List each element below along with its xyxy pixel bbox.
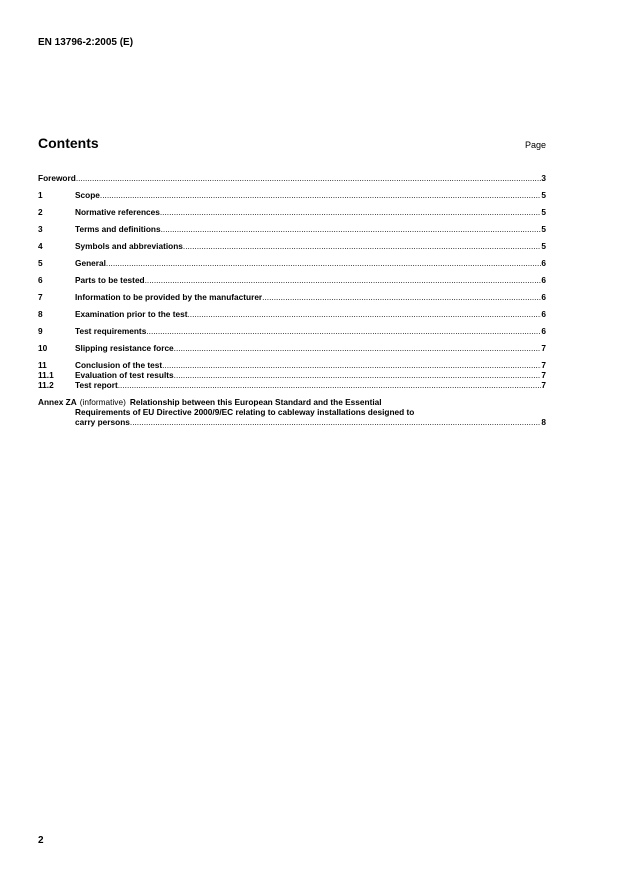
toc-entry-scope[interactable] xyxy=(38,190,546,200)
toc-entry-number: 4 xyxy=(38,241,43,251)
toc-entry-title: Foreword xyxy=(38,173,76,183)
dot-leader xyxy=(145,275,542,285)
toc-entry-page: 7 xyxy=(541,360,546,370)
annex-label: Annex ZA xyxy=(38,397,77,407)
toc-entry-title: Scope xyxy=(75,190,100,200)
toc-entry-number: 8 xyxy=(38,309,43,319)
toc-entry-number: 11.1 xyxy=(38,370,54,380)
dot-leader xyxy=(161,224,542,234)
toc-entry-page: 8 xyxy=(541,417,546,427)
toc-entry-page: 6 xyxy=(541,309,546,319)
toc-entry-general[interactable] xyxy=(38,258,546,268)
toc-entry-number: 1 xyxy=(38,190,43,200)
toc-entry-number: 9 xyxy=(38,326,43,336)
toc-entry-parts-to-be-tested[interactable] xyxy=(38,275,546,285)
toc-entry-page: 5 xyxy=(541,241,546,251)
contents-heading: Contents xyxy=(38,135,99,151)
toc-entry-page: 5 xyxy=(541,224,546,234)
dot-leader xyxy=(187,309,541,319)
dot-leader xyxy=(106,258,541,268)
toc-entry-title: Symbols and abbreviations xyxy=(75,241,183,251)
toc-entry-information-by-manufacturer[interactable] xyxy=(38,292,546,302)
toc-entry-foreword[interactable] xyxy=(38,173,546,183)
annex-title-line-3: carry persons xyxy=(75,417,130,427)
toc-entry-title: Examination prior to the test xyxy=(75,309,188,319)
annex-title-line-2: Requirements of EU Directive 2000/9/EC relating to cableway installations designed to xyxy=(75,407,415,417)
annex-title-line-1: Relationship between this European Standard and the Essential xyxy=(129,397,382,407)
toc-entry-examination-prior-to-test[interactable] xyxy=(38,309,546,319)
toc-entry-number: 11 xyxy=(38,360,47,370)
toc-entry-title: Test requirements xyxy=(75,326,147,336)
table-of-contents xyxy=(38,173,546,427)
toc-entry-conclusion-of-test[interactable] xyxy=(38,360,546,370)
toc-entry-title: Normative references xyxy=(75,207,160,217)
dot-leader xyxy=(262,292,541,302)
toc-entry-number: 5 xyxy=(38,258,43,268)
toc-entry-page: 5 xyxy=(541,190,546,200)
dot-leader xyxy=(100,190,541,200)
toc-entry-page: 7 xyxy=(541,380,546,390)
toc-entry-page: 3 xyxy=(541,173,546,183)
toc-entry-title: Conclusion of the test xyxy=(75,360,163,370)
toc-entry-title: Parts to be tested xyxy=(75,275,145,285)
dot-leader xyxy=(76,173,542,183)
toc-entry-number: 7 xyxy=(38,292,43,302)
dot-leader xyxy=(118,380,542,390)
toc-entry-page: 6 xyxy=(541,326,546,336)
toc-entry-title: Evaluation of test results xyxy=(75,370,174,380)
toc-entry-title: Information to be provided by the manufacturer xyxy=(75,292,263,302)
toc-entry-page: 6 xyxy=(541,258,546,268)
toc-entry-test-requirements[interactable] xyxy=(38,326,546,336)
dot-leader xyxy=(130,417,541,427)
toc-entry-page: 7 xyxy=(541,370,546,380)
toc-entry-page: 5 xyxy=(541,207,546,217)
toc-entry-terms-and-definitions[interactable] xyxy=(38,224,546,234)
toc-entry-symbols-and-abbreviations[interactable] xyxy=(38,241,546,251)
page-column-label: Page xyxy=(524,140,546,150)
toc-entry-test-report[interactable] xyxy=(38,380,546,390)
dot-leader xyxy=(174,343,542,353)
toc-entry-annex-za[interactable] xyxy=(38,397,546,427)
annex-informative-tag: (informative) xyxy=(79,397,126,407)
toc-entry-title: Test report xyxy=(75,380,118,390)
toc-entry-page: 7 xyxy=(541,343,546,353)
toc-entry-number: 11.2 xyxy=(38,380,54,390)
toc-entry-page: 6 xyxy=(541,292,546,302)
toc-entry-number: 10 xyxy=(38,343,48,353)
dot-leader xyxy=(174,370,542,380)
dot-leader xyxy=(146,326,541,336)
toc-entry-evaluation-of-test-results[interactable] xyxy=(38,370,546,380)
toc-entry-number: 3 xyxy=(38,224,43,234)
page-number: 2 xyxy=(38,835,44,846)
toc-entry-normative-references[interactable] xyxy=(38,207,546,217)
dot-leader xyxy=(160,207,542,217)
toc-entry-slipping-resistance-force[interactable] xyxy=(38,343,546,353)
document-header: EN 13796-2:2005 (E) xyxy=(38,37,134,48)
dot-leader xyxy=(183,241,541,251)
toc-entry-page: 6 xyxy=(541,275,546,285)
toc-entry-title: Terms and definitions xyxy=(75,224,161,234)
toc-entry-title: General xyxy=(75,258,106,268)
annex-title-line-3-row xyxy=(38,417,546,427)
dot-leader xyxy=(162,360,541,370)
toc-entry-number: 6 xyxy=(38,275,43,285)
toc-entry-number: 2 xyxy=(38,207,43,217)
toc-entry-title: Slipping resistance force xyxy=(75,343,174,353)
